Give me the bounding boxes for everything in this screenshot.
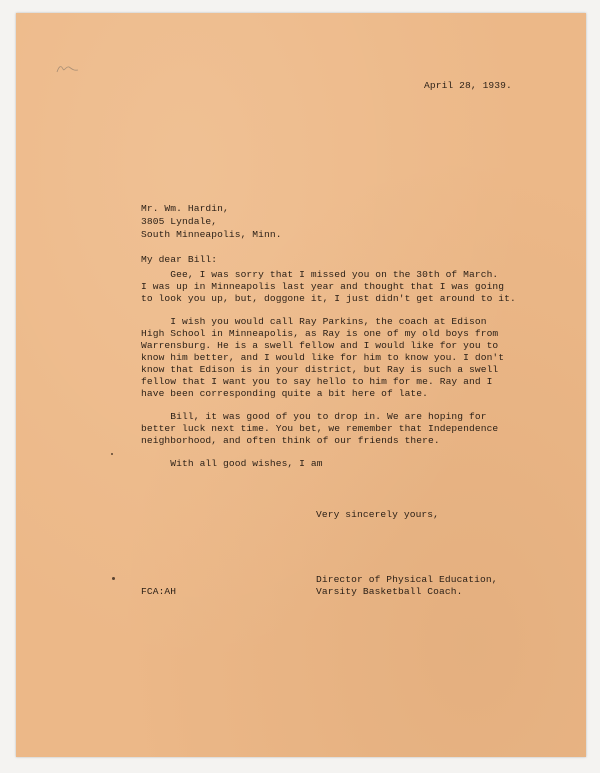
salutation: My dear Bill: (141, 254, 218, 265)
paragraph-1-line-3: to look you up, but, doggone it, I just didn't get around to it. (141, 293, 516, 304)
paragraph-2-line-2: High School in Minneapolis, as Ray is one of my old boys from (141, 328, 499, 339)
recipient-name: Mr. Wm. Hardin, (141, 203, 229, 214)
recipient-street: 3805 Lyndale, (141, 216, 218, 227)
signature-title-2: Varsity Basketball Coach. (316, 586, 463, 597)
paragraph-2-line-4: know him better, and I would like for him to know you. I don't (141, 352, 505, 363)
paragraph-1-line-2: I was up in Minneapolis last year and thought that I was going (141, 281, 505, 292)
margin-dot-2 (111, 453, 113, 455)
paragraph-2-line-3: Warrensburg. He is a swell fellow and I would like for you to (141, 340, 499, 351)
paragraph-2-line-6: fellow that I want you to say hello to him for me. Ray and I (141, 376, 493, 387)
closing: Very sincerely yours, (316, 509, 440, 520)
paragraph-2-line-1: I wish you would call Ray Parkins, the coach at Edison (141, 316, 487, 327)
paragraph-3-line-1: Bill, it was good of you to drop in. We are hoping for (141, 411, 487, 422)
recipient-city: South Minneapolis, Minn. (141, 229, 282, 240)
paragraph-2-line-5: know that Edison is in your district, but Ray is such a swell (141, 364, 499, 375)
paragraph-2-line-7: have been corresponding quite a bit here of late. (141, 388, 429, 399)
letter-date: April 28, 1939. (424, 80, 512, 91)
pencil-mark-icon (56, 63, 80, 75)
paragraph-3-line-2: better luck next time. You bet, we remember that Independence (141, 423, 499, 434)
margin-dot-1 (112, 577, 115, 580)
paragraph-4-line-1: With all good wishes, I am (141, 458, 323, 469)
signature-title-1: Director of Physical Education, (316, 574, 498, 585)
typist-initials: FCA:AH (141, 586, 177, 597)
paragraph-3-line-3: neighborhood, and often think of our friends there. (141, 435, 440, 446)
paragraph-1-line-1: Gee, I was sorry that I missed you on the 30th of March. (141, 269, 499, 280)
